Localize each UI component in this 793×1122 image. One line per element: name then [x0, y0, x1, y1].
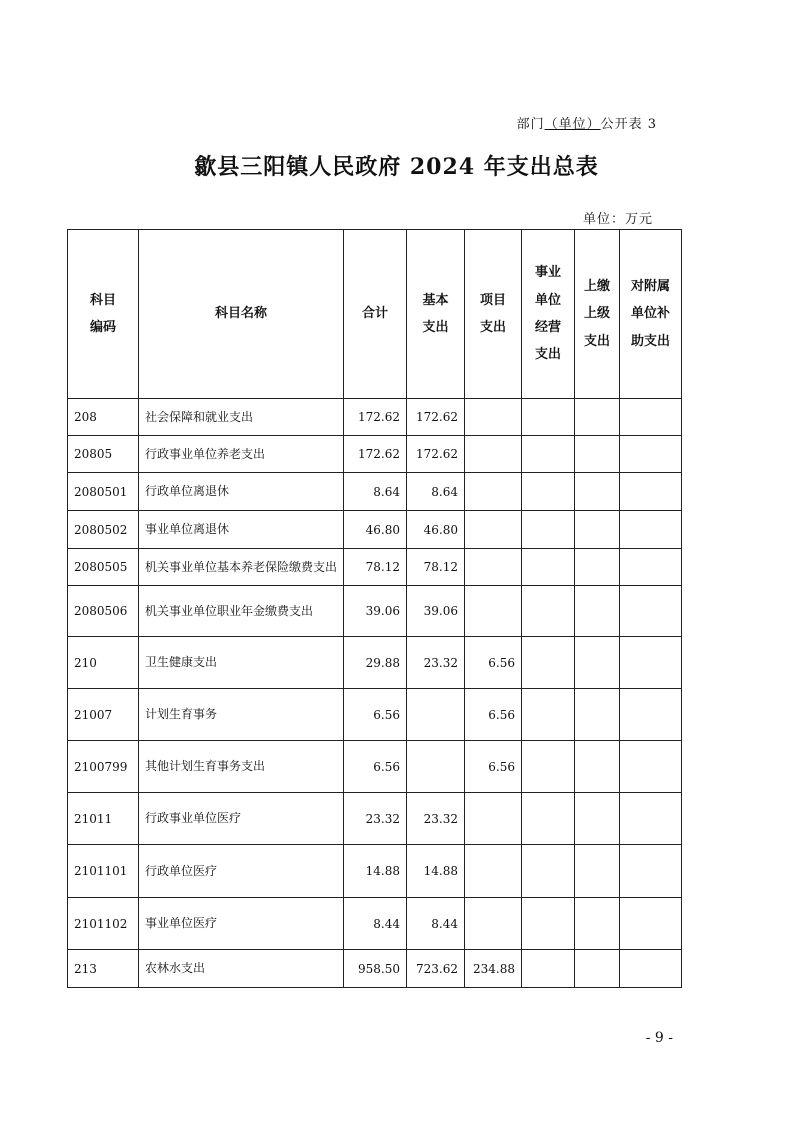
- cell-name: 其他计划生育事务支出: [139, 741, 344, 793]
- page-title: 歙县三阳镇人民政府 2024 年支出总表: [194, 154, 599, 180]
- cell-name: 社会保障和就业支出: [139, 399, 344, 436]
- cell-basic: 8.44: [407, 898, 465, 950]
- cell-project: [465, 549, 522, 586]
- unit-label: 单位：万元: [582, 212, 653, 227]
- col-header-business: [522, 230, 575, 399]
- cell-business: [522, 689, 575, 741]
- cell-subsidy: [620, 586, 682, 637]
- cell-basic: 14.88: [407, 845, 465, 898]
- cell-project: 6.56: [465, 741, 522, 793]
- cell-project: 234.88: [465, 950, 522, 988]
- cell-subsidy: [620, 436, 682, 473]
- cell-business: [522, 436, 575, 473]
- cell-code: 2100799: [68, 741, 139, 793]
- cell-business: [522, 950, 575, 988]
- cell-name: 农林水支出: [139, 950, 344, 988]
- cell-name: 机关事业单位基本养老保险缴费支出: [139, 549, 344, 586]
- cell-subsidy: [620, 473, 682, 511]
- cell-code: 2080501: [68, 473, 139, 511]
- cell-basic: [407, 741, 465, 793]
- cell-code: 2101101: [68, 845, 139, 898]
- cell-business: [522, 473, 575, 511]
- cell-remit: [575, 473, 620, 511]
- cell-project: [465, 473, 522, 511]
- col-header-subsidy: [620, 230, 682, 399]
- cell-code: 21007: [68, 689, 139, 741]
- cell-name: 行政单位离退休: [139, 473, 344, 511]
- cell-remit: [575, 399, 620, 436]
- table-row: [68, 793, 682, 845]
- cell-remit: [575, 898, 620, 950]
- cell-total: 29.88: [344, 637, 407, 689]
- cell-total: 172.62: [344, 436, 407, 473]
- header-text: 项目 支出: [479, 292, 506, 335]
- cell-subsidy: [620, 793, 682, 845]
- table-row: [68, 511, 682, 549]
- cell-total: 39.06: [344, 586, 407, 637]
- cell-subsidy: [620, 898, 682, 950]
- cell-project: 6.56: [465, 689, 522, 741]
- cell-business: [522, 898, 575, 950]
- col-header-code: [68, 230, 139, 399]
- header-text: 事业 单位 经营 支出: [534, 265, 561, 363]
- cell-subsidy: [620, 845, 682, 898]
- table-number-label: [517, 113, 657, 132]
- cell-basic: 8.64: [407, 473, 465, 511]
- header-text: 合计: [361, 306, 388, 322]
- cell-name: 事业单位离退休: [139, 511, 344, 549]
- cell-code: 20805: [68, 436, 139, 473]
- cell-subsidy: [620, 549, 682, 586]
- cell-total: 23.32: [344, 793, 407, 845]
- cell-basic: 46.80: [407, 511, 465, 549]
- col-header-total: [344, 230, 407, 399]
- dept-prefix: 部门: [516, 117, 545, 132]
- cell-subsidy: [620, 741, 682, 793]
- cell-code: 210: [68, 637, 139, 689]
- header-text: 科目 编码: [89, 292, 116, 335]
- cell-total: 46.80: [344, 511, 407, 549]
- cell-basic: 172.62: [407, 399, 465, 436]
- cell-subsidy: [620, 399, 682, 436]
- table-row: [68, 845, 682, 898]
- cell-business: [522, 549, 575, 586]
- cell-remit: [575, 793, 620, 845]
- cell-basic: 23.32: [407, 793, 465, 845]
- cell-code: 2080502: [68, 511, 139, 549]
- cell-remit: [575, 549, 620, 586]
- cell-remit: [575, 436, 620, 473]
- cell-remit: [575, 845, 620, 898]
- cell-subsidy: [620, 637, 682, 689]
- cell-business: [522, 741, 575, 793]
- cell-basic: 39.06: [407, 586, 465, 637]
- col-header-name: [139, 230, 344, 399]
- cell-basic: 723.62: [407, 950, 465, 988]
- cell-remit: [575, 637, 620, 689]
- cell-business: [522, 586, 575, 637]
- cell-project: [465, 898, 522, 950]
- table-row: [68, 950, 682, 988]
- cell-name: 卫生健康支出: [139, 637, 344, 689]
- cell-total: 78.12: [344, 549, 407, 586]
- col-header-project: [465, 230, 522, 399]
- cell-project: 6.56: [465, 637, 522, 689]
- cell-name: 行政事业单位养老支出: [139, 436, 344, 473]
- table-row: [68, 586, 682, 637]
- col-header-remit: [575, 230, 620, 399]
- cell-business: [522, 845, 575, 898]
- cell-remit: [575, 950, 620, 988]
- cell-business: [522, 637, 575, 689]
- cell-project: [465, 793, 522, 845]
- cell-code: 213: [68, 950, 139, 988]
- cell-code: 21011: [68, 793, 139, 845]
- cell-remit: [575, 741, 620, 793]
- cell-total: 14.88: [344, 845, 407, 898]
- cell-project: [465, 511, 522, 549]
- cell-code: 208: [68, 399, 139, 436]
- cell-name: 计划生育事务: [139, 689, 344, 741]
- cell-name: 机关事业单位职业年金缴费支出: [139, 586, 344, 637]
- cell-project: [465, 586, 522, 637]
- table-row: [68, 741, 682, 793]
- header-text: 科目名称: [214, 306, 267, 322]
- cell-code: 2080506: [68, 586, 139, 637]
- cell-project: [465, 436, 522, 473]
- table-header-row: [68, 230, 682, 399]
- cell-remit: [575, 586, 620, 637]
- cell-basic: 23.32: [407, 637, 465, 689]
- page-number: - 9 -: [645, 1030, 673, 1046]
- cell-project: [465, 399, 522, 436]
- col-header-basic: [407, 230, 465, 399]
- table-row: [68, 473, 682, 511]
- cell-total: 172.62: [344, 399, 407, 436]
- cell-basic: [407, 689, 465, 741]
- cell-code: 2080505: [68, 549, 139, 586]
- cell-remit: [575, 689, 620, 741]
- cell-project: [465, 845, 522, 898]
- dept-suffix: 公开表 3: [600, 117, 657, 132]
- header-text: 对附属 单位补 助支出: [630, 279, 670, 349]
- cell-total: 8.64: [344, 473, 407, 511]
- table-row: [68, 549, 682, 586]
- cell-subsidy: [620, 950, 682, 988]
- cell-subsidy: [620, 689, 682, 741]
- cell-business: [522, 399, 575, 436]
- expenditure-table: [67, 229, 682, 988]
- cell-basic: 78.12: [407, 549, 465, 586]
- header-text: 上缴 上级 支出: [583, 279, 610, 349]
- cell-name: 事业单位医疗: [139, 898, 344, 950]
- table-row: [68, 689, 682, 741]
- cell-remit: [575, 511, 620, 549]
- cell-total: 6.56: [344, 741, 407, 793]
- table-row: [68, 436, 682, 473]
- table-body: [68, 399, 682, 988]
- cell-business: [522, 511, 575, 549]
- cell-name: 行政单位医疗: [139, 845, 344, 898]
- cell-code: 2101102: [68, 898, 139, 950]
- table-row: [68, 898, 682, 950]
- dept-unit: （单位）: [544, 117, 601, 132]
- header-text: 基本 支出: [422, 292, 449, 335]
- cell-total: 8.44: [344, 898, 407, 950]
- cell-total: 958.50: [344, 950, 407, 988]
- cell-total: 6.56: [344, 689, 407, 741]
- cell-basic: 172.62: [407, 436, 465, 473]
- table-row: [68, 399, 682, 436]
- cell-business: [522, 793, 575, 845]
- table-row: [68, 637, 682, 689]
- cell-name: 行政事业单位医疗: [139, 793, 344, 845]
- cell-subsidy: [620, 511, 682, 549]
